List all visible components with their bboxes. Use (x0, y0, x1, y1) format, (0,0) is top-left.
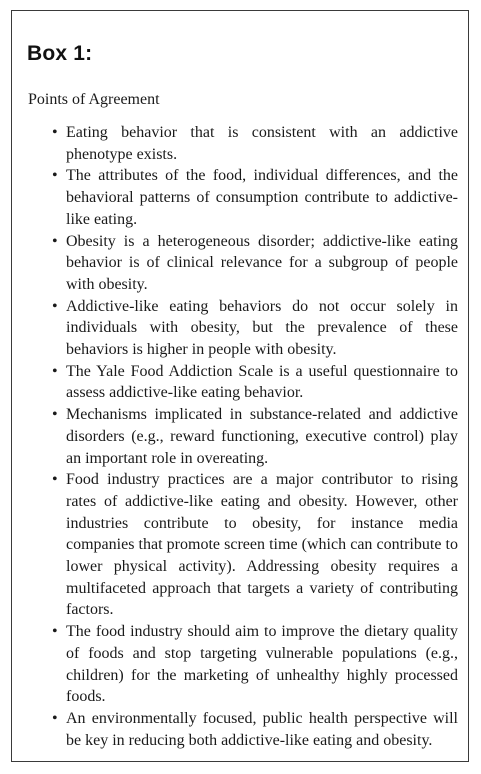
point-text: Obesity is a heterogeneous disorder; addictive-like eating behavior is of clinical relevance for a subgroup of people with obesity. (66, 232, 458, 293)
points-list (52, 122, 458, 751)
list-item (52, 296, 458, 361)
list-item (52, 404, 458, 469)
list-item (52, 621, 458, 708)
point-text: An environmentally focused, public health perspective will be key in reducing both addictive-like eating and obesity. (66, 709, 458, 749)
bullet-icon: • (52, 297, 58, 315)
bullet-icon: • (52, 709, 58, 727)
bullet-icon: • (52, 406, 58, 424)
point-text: The attributes of the food, individual differences, and the behavioral patterns of consumption contribute to addictive-like eating. (66, 167, 458, 228)
point-text: Food industry practices are a major contributor to rising rates of addictive-like eating and obesity. However, other industries contribute to obesity, for instance media companies that promote screen time (which can contribute to lower physical activity). Addressing obesity requires a multifaceted approach that targets a variety of contributing factors. (66, 471, 458, 619)
point-text: Eating behavior that is consistent with an addictive phenotype exists. (66, 124, 458, 163)
bullet-icon: • (52, 232, 58, 250)
point-text: Mechanisms implicated in substance-related and addictive disorders (e.g., reward functioning, executive control) play an important role in overeating. (66, 406, 458, 467)
bullet-icon: • (52, 623, 58, 641)
list-item (52, 122, 458, 165)
bullet-icon: • (52, 362, 58, 380)
bullet-icon: • (52, 124, 58, 141)
point-text: The Yale Food Addiction Scale is a useful questionnaire to assess addictive-like eating behavior. (66, 362, 458, 402)
point-text: Addictive-like eating behaviors do not occur solely in individuals with obesity, but the prevalence of these behaviors is higher in people with obesity. (66, 297, 458, 359)
point-text: The food industry should aim to improve the dietary quality of foods and stop targeting vulnerable populations (e.g., children) for the marketing of unhealthy highly processed foods. (66, 623, 458, 706)
list-item (52, 165, 458, 230)
list-item (52, 469, 458, 621)
bullet-icon: • (52, 471, 58, 489)
box-title: Box 1: (27, 42, 93, 65)
box-subtitle: Points of Agreement (28, 91, 160, 108)
list-item (52, 231, 458, 296)
box-1-panel (11, 10, 469, 762)
list-item (52, 361, 458, 404)
list-item (52, 708, 458, 751)
bullet-icon: • (52, 167, 58, 185)
